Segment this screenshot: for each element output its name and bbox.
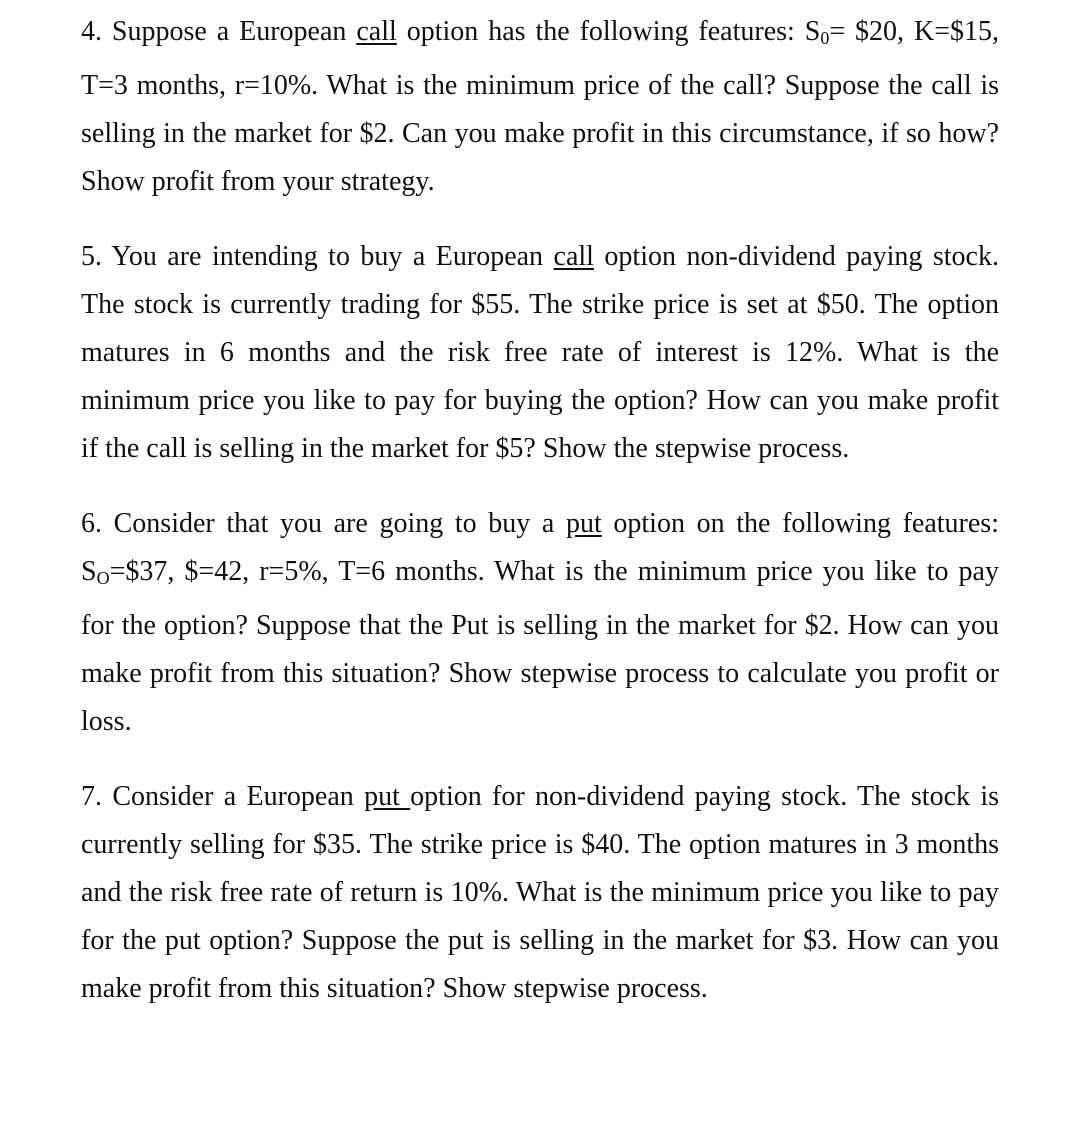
question-6 <box>81 500 999 746</box>
question-5 <box>81 233 999 473</box>
question-4-keyword-call: call <box>356 16 397 47</box>
question-6-subscript: O <box>96 568 110 588</box>
question-4 <box>81 8 999 206</box>
question-6-keyword-put: put <box>565 508 602 539</box>
question-5-text-b: option non-dividend paying stock. The stock is currently trading for $55. The strike price is set at $50. The option matures in 6 months and the risk free rate of interest is 12%. What is the minimum price you like to pay for buying the option? How can you make profit if the call is selling in the market for $5? Show the stepwise process. <box>81 241 999 464</box>
question-7 <box>81 773 999 1013</box>
document-body <box>81 8 999 1013</box>
question-5-text-a: 5. You are intending to buy a European <box>81 241 554 272</box>
question-7-text-b: option for non-dividend paying stock. The stock is currently selling for $35. The strike price is $40. The option matures in 3 months and the risk free rate of return is 10%. What is the minimum price you like to pay for the put option? Suppose the put is selling in the market for $3. How can you make profit from this situation? Show stepwise process. <box>81 781 999 1004</box>
question-7-keyword-put: put <box>364 781 411 812</box>
question-4-text-c: = $20, K=$15, T=3 months, r=10%. What is the minimum price of the call? Suppose the call is selling in the market for $2. Can you make profit in this circumstance, if so how? Show profit from your strategy. <box>81 16 1000 197</box>
question-6-text-b: option on the following features: S <box>81 508 999 587</box>
question-4-text-a: 4. Suppose a European <box>81 16 357 47</box>
question-6-text-a: 6. Consider that you are going to buy a <box>81 508 566 539</box>
question-6-text-c: =$37, $=42, r=5%, T=6 months. What is the minimum price you like to pay for the option? Suppose that the Put is selling in the market for $2. How can you make profit from this situation? Show stepwise process to calculate you profit or loss. <box>81 556 999 737</box>
question-4-subscript: 0 <box>820 28 830 48</box>
question-7-text-a: 7. Consider a European <box>81 781 365 812</box>
question-5-keyword-call: call <box>553 241 594 272</box>
question-4-text-b: option has the following features: S <box>396 16 821 47</box>
